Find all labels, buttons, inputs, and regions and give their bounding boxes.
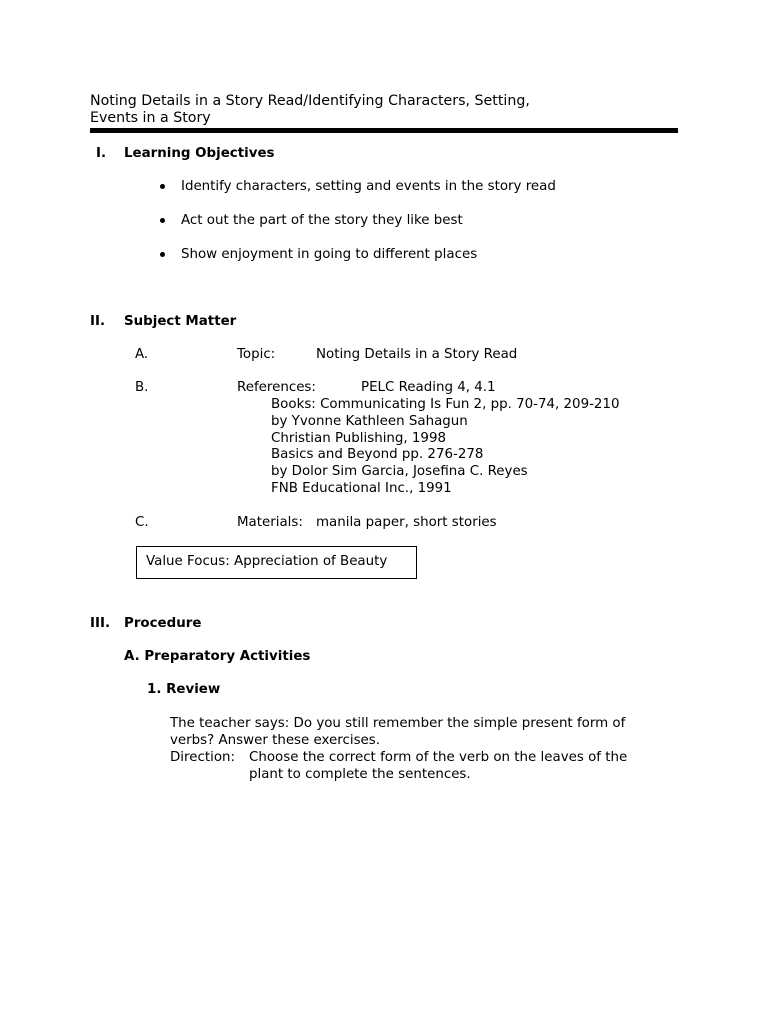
direction-label: Direction: xyxy=(170,750,236,765)
topic-label: Topic: xyxy=(237,347,276,362)
section-2-numeral: II. xyxy=(90,314,106,329)
topic-letter: A. xyxy=(135,347,149,362)
value-focus-text: Value Focus: Appreciation of Beauty xyxy=(146,554,388,569)
section-1-numeral: I. xyxy=(96,146,107,161)
value-focus-box xyxy=(136,546,417,579)
title-rule xyxy=(90,128,678,133)
references-value: PELC Reading 4, 4.1 xyxy=(361,380,496,395)
bullet-icon xyxy=(160,184,165,189)
reference-line: Books: Communicating Is Fun 2, pp. 70-74, 209-210 xyxy=(271,397,620,412)
section-3-numeral: III. xyxy=(90,616,111,631)
references-label: References: xyxy=(237,380,316,395)
document-title-line-2: Events in a Story xyxy=(90,110,211,126)
materials-value: manila paper, short stories xyxy=(316,515,497,530)
review-paragraph-line: The teacher says: Do you still remember the simple present form of xyxy=(170,716,626,731)
materials-label: Materials: xyxy=(237,515,303,530)
objective-item: Show enjoyment in going to different places xyxy=(181,247,478,262)
subsection-1-heading: 1. Review xyxy=(147,682,221,697)
section-1-heading: Learning Objectives xyxy=(124,146,275,161)
subsection-a-heading: A. Preparatory Activities xyxy=(124,649,311,664)
reference-line: by Dolor Sim Garcia, Josefina C. Reyes xyxy=(271,464,528,479)
bullet-icon xyxy=(160,218,165,223)
section-2-heading: Subject Matter xyxy=(124,314,237,329)
objective-item: Act out the part of the story they like best xyxy=(181,213,463,228)
reference-line: Christian Publishing, 1998 xyxy=(271,431,446,446)
direction-line: plant to complete the sentences. xyxy=(249,767,471,782)
section-3-heading: Procedure xyxy=(124,616,202,631)
reference-line: FNB Educational Inc., 1991 xyxy=(271,481,452,496)
reference-line: Basics and Beyond pp. 276-278 xyxy=(271,447,484,462)
references-letter: B. xyxy=(135,380,149,395)
review-paragraph-line: verbs? Answer these exercises. xyxy=(170,733,381,748)
bullet-icon xyxy=(160,252,165,257)
document-title-line-1: Noting Details in a Story Read/Identifying Characters, Setting, xyxy=(90,93,530,109)
materials-letter: C. xyxy=(135,515,149,530)
topic-value: Noting Details in a Story Read xyxy=(316,347,518,362)
reference-line: by Yvonne Kathleen Sahagun xyxy=(271,414,468,429)
objective-item: Identify characters, setting and events in the story read xyxy=(181,179,556,194)
direction-line: Choose the correct form of the verb on the leaves of the xyxy=(249,750,628,765)
